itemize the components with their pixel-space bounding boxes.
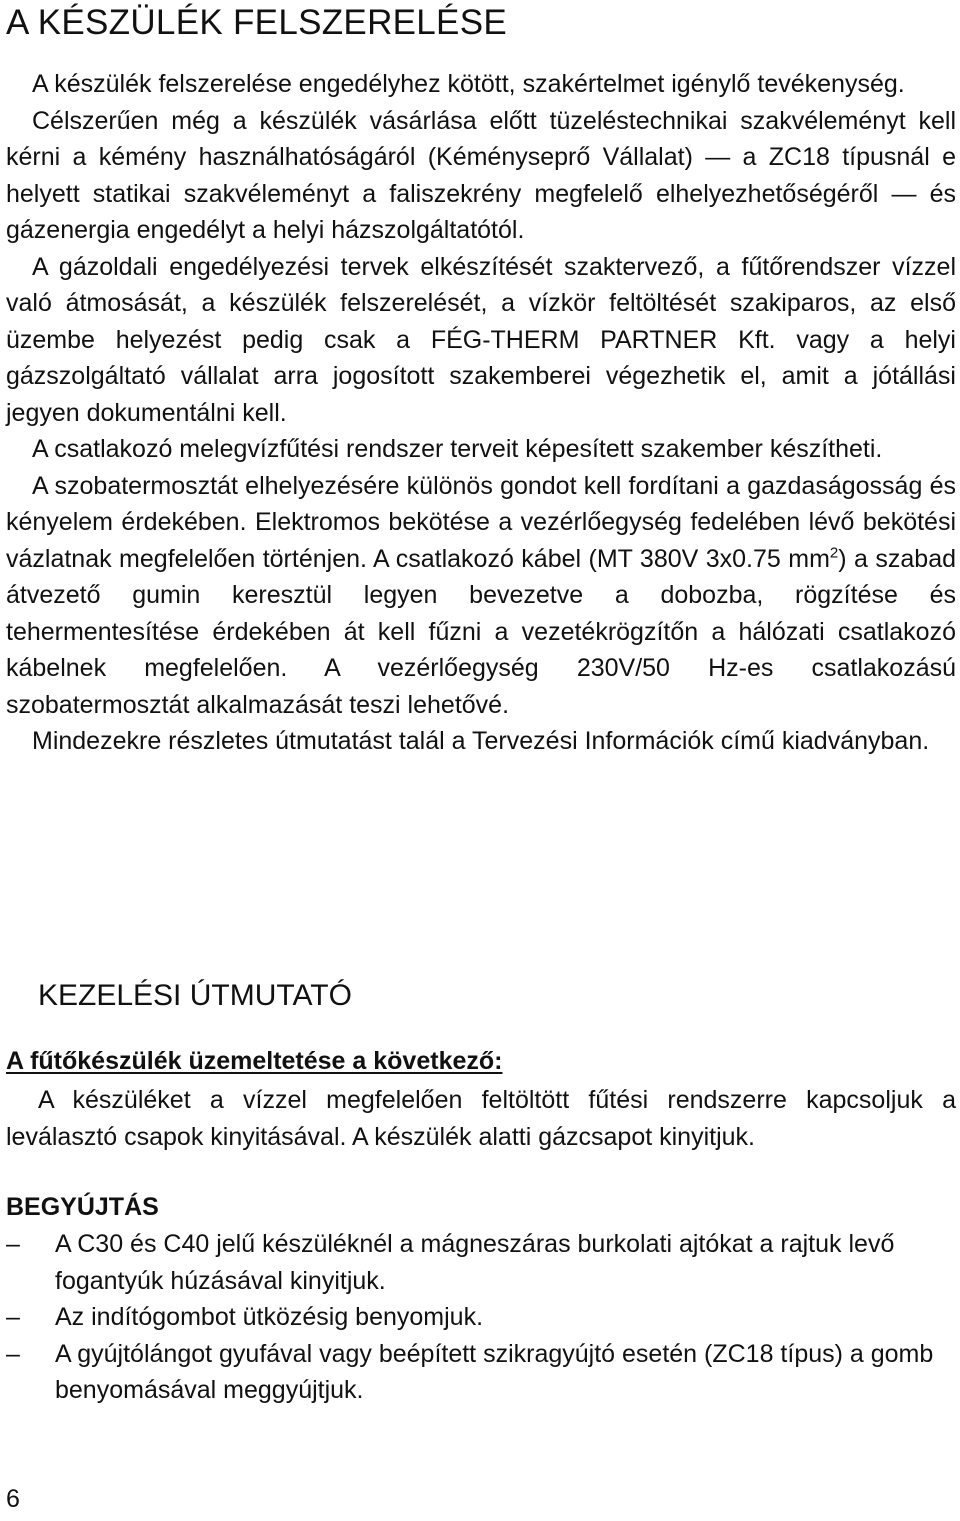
thermostat-text-after: ) a szabad átvezető gumin keresztül legyen bevezetve a dobozba, rögzítése és tehermentesítése érdekében át kell fűzni a vezetékrögzítőn a hálózati csatlakozó kábelnek megfelelően. A vezérlőegység 230V/50 Hz-es csatlakozású szobatermosztát alkalmazását teszi lehetővé.: [6, 544, 956, 719]
paragraph-expert-opinion: Célszerűen még a készülék vásárlása előtt tüzeléstechnikai szakvéleményt kell kérni a kémény használhatóságáról (Kéményseprő Vállalat) — a ZC18 típusnál e helyett statikai szakvéleményt a faliszekrény megfelelő elhelyezhetőségéről — és gázenergia engedélyt a helyi házszolgáltatótól.: [6, 106, 956, 244]
section-heading-installation: A KÉSZÜLÉK FELSZERELÉSE: [6, 3, 507, 42]
ignition-steps-list: [6, 1226, 956, 1409]
section-heading-ignition: BEGYÚJTÁS: [6, 1193, 159, 1221]
installation-body: [6, 66, 956, 760]
list-item-text: A gyújtólángot gyufával vagy beépített szikragyújtó esetén (ZC18 típus) a gomb benyomásával meggyújtjuk.: [55, 1339, 934, 1404]
paragraph-thermostat: [6, 468, 956, 724]
paragraph-further-info: Mindezekre részletes útmutatást talál a Tervezési Információk című kiadványban.: [32, 727, 930, 755]
list-item-text: A C30 és C40 jelű készüléknél a mágneszáras burkolati ajtókat a rajtuk levő fogantyúk húzásával kinyitjuk.: [55, 1230, 895, 1295]
paragraph-licensing: A gázoldali engedélyezési tervek elkészítését szaktervező, a fűtőrendszer vízzel való átmosását, a készülék felszerelését, a vízkör feltöltését szakiparos, az első üzembe helyezést pedig csak a FÉG-THERM PARTNER Kft. vagy a helyi gázszolgáltató vállalat arra jogosított szakemberei végezhetik el, amit a jótállási jegyen dokumentálni kell.: [6, 252, 956, 427]
dash-bullet: –: [6, 1303, 20, 1331]
page-number: 6: [6, 1485, 20, 1513]
section-heading-operating-instructions: KEZELÉSI ÚTMUTATÓ: [38, 979, 352, 1012]
list-item-text: Az indítógombot ütközésig benyomjuk.: [55, 1303, 484, 1331]
dash-bullet: –: [6, 1339, 20, 1368]
superscript-squared: 2: [829, 544, 839, 562]
list-item: [6, 1299, 956, 1336]
paragraph-heating-system: A csatlakozó melegvízfűtési rendszer terveit képesített szakember készítheti.: [32, 435, 883, 463]
dash-bullet: –: [6, 1230, 20, 1258]
paragraph-permit: A készülék felszerelése engedélyhez kötött, szakértelmet igénylő tevékenység.: [32, 70, 905, 98]
subheading-operation: A fűtőkészülék üzemeltetése a következő:: [6, 1047, 503, 1075]
list-item: [6, 1336, 956, 1409]
list-item: [6, 1226, 956, 1299]
paragraph-operation: A készüléket a vízzel megfelelően feltöltött fűtési rendszerre kapcsoljuk a leválasztó csapok kinyitásával. A készülék alatti gázcsapot kinyitjuk.: [6, 1086, 956, 1151]
operation-body: [6, 1082, 956, 1155]
thermostat-text-before: A szobatermosztát elhelyezésére különös gondot kell fordítani a gazdaságosság és kényelem érdekében. Elektromos bekötése a vezérlőegység fedelében lévő bekötési vázlatnak megfelelően történjen. A csatlakozó kábel (MT 380V 3x0.75 mm: [6, 471, 956, 573]
